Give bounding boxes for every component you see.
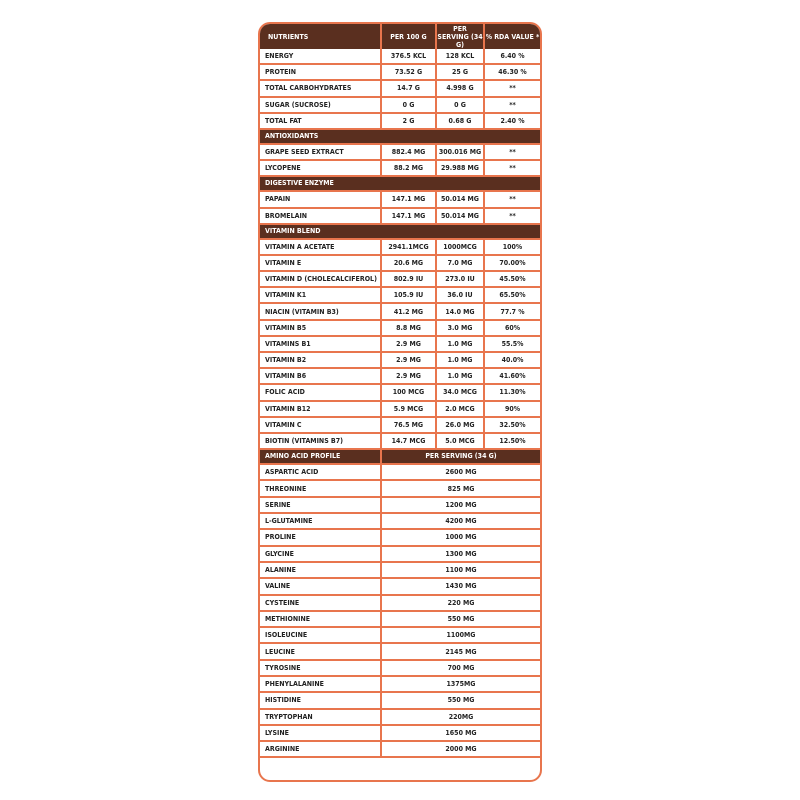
table-row — [260, 337, 540, 353]
amino-acid-value: 1375MG — [382, 677, 540, 693]
rda-value: ** — [485, 81, 540, 97]
amino-acid-name: PROLINE — [260, 530, 382, 546]
table-row — [260, 304, 540, 320]
amino-acid-row — [260, 514, 540, 530]
nutrient-name: SUGAR (SUCROSE) — [260, 98, 382, 114]
amino-acid-value: 550 MG — [382, 693, 540, 709]
amino-acid-name: VALINE — [260, 579, 382, 595]
amino-serving-header: PER SERVING (34 G) — [382, 450, 540, 465]
amino-acid-value: 220MG — [382, 710, 540, 726]
amino-acid-value: 1100MG — [382, 628, 540, 644]
amino-acid-value: 1000 MG — [382, 530, 540, 546]
table-row — [260, 402, 540, 418]
per-100g-value: 2 G — [382, 114, 437, 130]
nutrition-facts-panel — [258, 22, 542, 782]
nutrient-name: FOLIC ACID — [260, 385, 382, 401]
table-row — [260, 321, 540, 337]
per-100g-value: 2.9 MG — [382, 369, 437, 385]
amino-acid-row — [260, 661, 540, 677]
per-serving-value: 4.998 G — [437, 81, 485, 97]
amino-acid-value: 2600 MG — [382, 465, 540, 481]
per-100g-value: 147.1 MG — [382, 192, 437, 208]
amino-acid-value: 1100 MG — [382, 563, 540, 579]
per-serving-value: 25 G — [437, 65, 485, 81]
section-amino-acid-profile — [260, 450, 540, 465]
per-serving-value: 7.0 MG — [437, 256, 485, 272]
per-serving-value: 1.0 MG — [437, 369, 485, 385]
per-serving-value: 300.016 MG — [437, 145, 485, 161]
nutrition-table — [260, 24, 540, 758]
amino-acid-row — [260, 628, 540, 644]
per-serving-value: 5.0 MCG — [437, 434, 485, 450]
amino-acid-row — [260, 742, 540, 758]
amino-acid-row — [260, 693, 540, 709]
per-100g-value: 14.7 MCG — [382, 434, 437, 450]
amino-acid-value: 2145 MG — [382, 644, 540, 660]
per-100g-value: 20.6 MG — [382, 256, 437, 272]
per-100g-value: 882.4 MG — [382, 145, 437, 161]
rda-value: 65.50% — [485, 288, 540, 304]
table-row — [260, 369, 540, 385]
table-header-row — [260, 24, 540, 49]
nutrient-name: PAPAIN — [260, 192, 382, 208]
per-100g-value: 376.5 KCL — [382, 49, 437, 65]
nutrient-name: VITAMIN E — [260, 256, 382, 272]
per-serving-value: 26.0 MG — [437, 418, 485, 434]
nutrient-name: BROMELAIN — [260, 209, 382, 225]
table-row — [260, 81, 540, 97]
header-rda: % RDA VALUE * — [485, 24, 540, 49]
per-100g-value: 0 G — [382, 98, 437, 114]
rda-value: 77.7 % — [485, 304, 540, 320]
rda-value: ** — [485, 209, 540, 225]
table-row — [260, 434, 540, 450]
per-serving-value: 3.0 MG — [437, 321, 485, 337]
table-row — [260, 145, 540, 161]
rda-value: ** — [485, 145, 540, 161]
per-serving-value: 0 G — [437, 98, 485, 114]
amino-acid-row — [260, 530, 540, 546]
section-title: DIGESTIVE ENZYME — [260, 177, 540, 192]
nutrient-name: VITAMIN B12 — [260, 402, 382, 418]
per-100g-value: 100 MCG — [382, 385, 437, 401]
amino-acid-name: THREONINE — [260, 481, 382, 497]
amino-acid-name: LEUCINE — [260, 644, 382, 660]
amino-acid-name: TRYPTOPHAN — [260, 710, 382, 726]
nutrient-name: VITAMIN B6 — [260, 369, 382, 385]
amino-acid-value: 2000 MG — [382, 742, 540, 758]
per-serving-value: 34.0 MCG — [437, 385, 485, 401]
amino-acid-name: METHIONINE — [260, 612, 382, 628]
table-row — [260, 256, 540, 272]
nutrient-name: VITAMIN C — [260, 418, 382, 434]
amino-acid-name: ISOLEUCINE — [260, 628, 382, 644]
rda-value: 46.30 % — [485, 65, 540, 81]
amino-acid-row — [260, 726, 540, 742]
nutrient-name: ENERGY — [260, 49, 382, 65]
per-serving-value: 128 KCL — [437, 49, 485, 65]
header-per-serving: PER SERVING (34 G) — [437, 24, 485, 49]
header-per-100g: PER 100 G — [382, 24, 437, 49]
per-100g-value: 2941.1MCG — [382, 240, 437, 256]
per-serving-value: 50.014 MG — [437, 192, 485, 208]
amino-acid-row — [260, 465, 540, 481]
per-100g-value: 105.9 IU — [382, 288, 437, 304]
nutrient-name: TOTAL FAT — [260, 114, 382, 130]
nutrient-name: TOTAL CARBOHYDRATES — [260, 81, 382, 97]
table-row — [260, 65, 540, 81]
table-row — [260, 161, 540, 177]
rda-value: ** — [485, 161, 540, 177]
amino-acid-value: 1650 MG — [382, 726, 540, 742]
rda-value: 41.60% — [485, 369, 540, 385]
nutrient-name: VITAMIN D (CHOLECALCIFEROL) — [260, 272, 382, 288]
per-100g-value: 2.9 MG — [382, 337, 437, 353]
nutrient-name: NIACIN (VITAMIN B3) — [260, 304, 382, 320]
section-title: AMINO ACID PROFILE — [260, 450, 382, 465]
rda-value: 70.00% — [485, 256, 540, 272]
amino-acid-name: L-GLUTAMINE — [260, 514, 382, 530]
table-row — [260, 209, 540, 225]
table-row — [260, 240, 540, 256]
nutrient-name: VITAMINS B1 — [260, 337, 382, 353]
section-title: VITAMIN BLEND — [260, 225, 540, 240]
rda-value: 55.5% — [485, 337, 540, 353]
table-row — [260, 418, 540, 434]
amino-acid-name: GLYCINE — [260, 547, 382, 563]
amino-acid-name: CYSTEINE — [260, 596, 382, 612]
amino-acid-value: 825 MG — [382, 481, 540, 497]
table-row — [260, 385, 540, 401]
per-serving-value: 36.0 IU — [437, 288, 485, 304]
section-antioxidants — [260, 130, 540, 145]
nutrient-name: VITAMIN B5 — [260, 321, 382, 337]
section-vitamin-blend — [260, 225, 540, 240]
per-100g-value: 14.7 G — [382, 81, 437, 97]
amino-acid-value: 4200 MG — [382, 514, 540, 530]
rda-value: 2.40 % — [485, 114, 540, 130]
per-serving-value: 0.68 G — [437, 114, 485, 130]
rda-value: 40.0% — [485, 353, 540, 369]
per-serving-value: 1000MCG — [437, 240, 485, 256]
amino-acid-name: TYROSINE — [260, 661, 382, 677]
amino-acid-row — [260, 498, 540, 514]
section-digestive-enzyme — [260, 177, 540, 192]
rda-value: 60% — [485, 321, 540, 337]
rda-value: 32.50% — [485, 418, 540, 434]
per-serving-value: 1.0 MG — [437, 353, 485, 369]
per-100g-value: 5.9 MCG — [382, 402, 437, 418]
nutrient-name: VITAMIN B2 — [260, 353, 382, 369]
amino-acid-value: 220 MG — [382, 596, 540, 612]
per-serving-value: 2.0 MCG — [437, 402, 485, 418]
amino-acid-row — [260, 563, 540, 579]
amino-acid-row — [260, 677, 540, 693]
per-serving-value: 50.014 MG — [437, 209, 485, 225]
nutrient-name: VITAMIN K1 — [260, 288, 382, 304]
amino-acid-name: ARGININE — [260, 742, 382, 758]
rda-value: ** — [485, 98, 540, 114]
amino-acid-row — [260, 547, 540, 563]
rda-value: 11.30% — [485, 385, 540, 401]
per-100g-value: 8.8 MG — [382, 321, 437, 337]
amino-acid-value: 550 MG — [382, 612, 540, 628]
amino-acid-value: 1300 MG — [382, 547, 540, 563]
rda-value: ** — [485, 192, 540, 208]
amino-acid-row — [260, 644, 540, 660]
per-serving-value: 1.0 MG — [437, 337, 485, 353]
amino-acid-name: ALANINE — [260, 563, 382, 579]
per-serving-value: 273.0 IU — [437, 272, 485, 288]
section-title: ANTIOXIDANTS — [260, 130, 540, 145]
amino-acid-row — [260, 612, 540, 628]
per-100g-value: 88.2 MG — [382, 161, 437, 177]
nutrient-name: PROTEIN — [260, 65, 382, 81]
header-nutrients: NUTRIENTS — [260, 24, 382, 49]
amino-acid-name: LYSINE — [260, 726, 382, 742]
per-serving-value: 14.0 MG — [437, 304, 485, 320]
table-row — [260, 98, 540, 114]
table-row — [260, 192, 540, 208]
nutrient-name: LYCOPENE — [260, 161, 382, 177]
table-row — [260, 272, 540, 288]
table-row — [260, 353, 540, 369]
rda-value: 100% — [485, 240, 540, 256]
per-100g-value: 41.2 MG — [382, 304, 437, 320]
table-row — [260, 49, 540, 65]
table-row — [260, 114, 540, 130]
table-row — [260, 288, 540, 304]
rda-value: 12.50% — [485, 434, 540, 450]
amino-acid-value: 1430 MG — [382, 579, 540, 595]
amino-acid-value: 1200 MG — [382, 498, 540, 514]
nutrient-name: BIOTIN (VITAMINS B7) — [260, 434, 382, 450]
amino-acid-row — [260, 579, 540, 595]
amino-acid-name: PHENYLALANINE — [260, 677, 382, 693]
per-100g-value: 147.1 MG — [382, 209, 437, 225]
amino-acid-row — [260, 710, 540, 726]
per-100g-value: 76.5 MG — [382, 418, 437, 434]
rda-value: 90% — [485, 402, 540, 418]
amino-acid-name: HISTIDINE — [260, 693, 382, 709]
per-100g-value: 802.9 IU — [382, 272, 437, 288]
rda-value: 45.50% — [485, 272, 540, 288]
amino-acid-row — [260, 596, 540, 612]
rda-value: 6.40 % — [485, 49, 540, 65]
amino-acid-name: SERINE — [260, 498, 382, 514]
nutrient-name: GRAPE SEED EXTRACT — [260, 145, 382, 161]
per-serving-value: 29.988 MG — [437, 161, 485, 177]
amino-acid-row — [260, 481, 540, 497]
nutrient-name: VITAMIN A ACETATE — [260, 240, 382, 256]
amino-acid-value: 700 MG — [382, 661, 540, 677]
per-100g-value: 73.52 G — [382, 65, 437, 81]
per-100g-value: 2.9 MG — [382, 353, 437, 369]
amino-acid-name: ASPARTIC ACID — [260, 465, 382, 481]
